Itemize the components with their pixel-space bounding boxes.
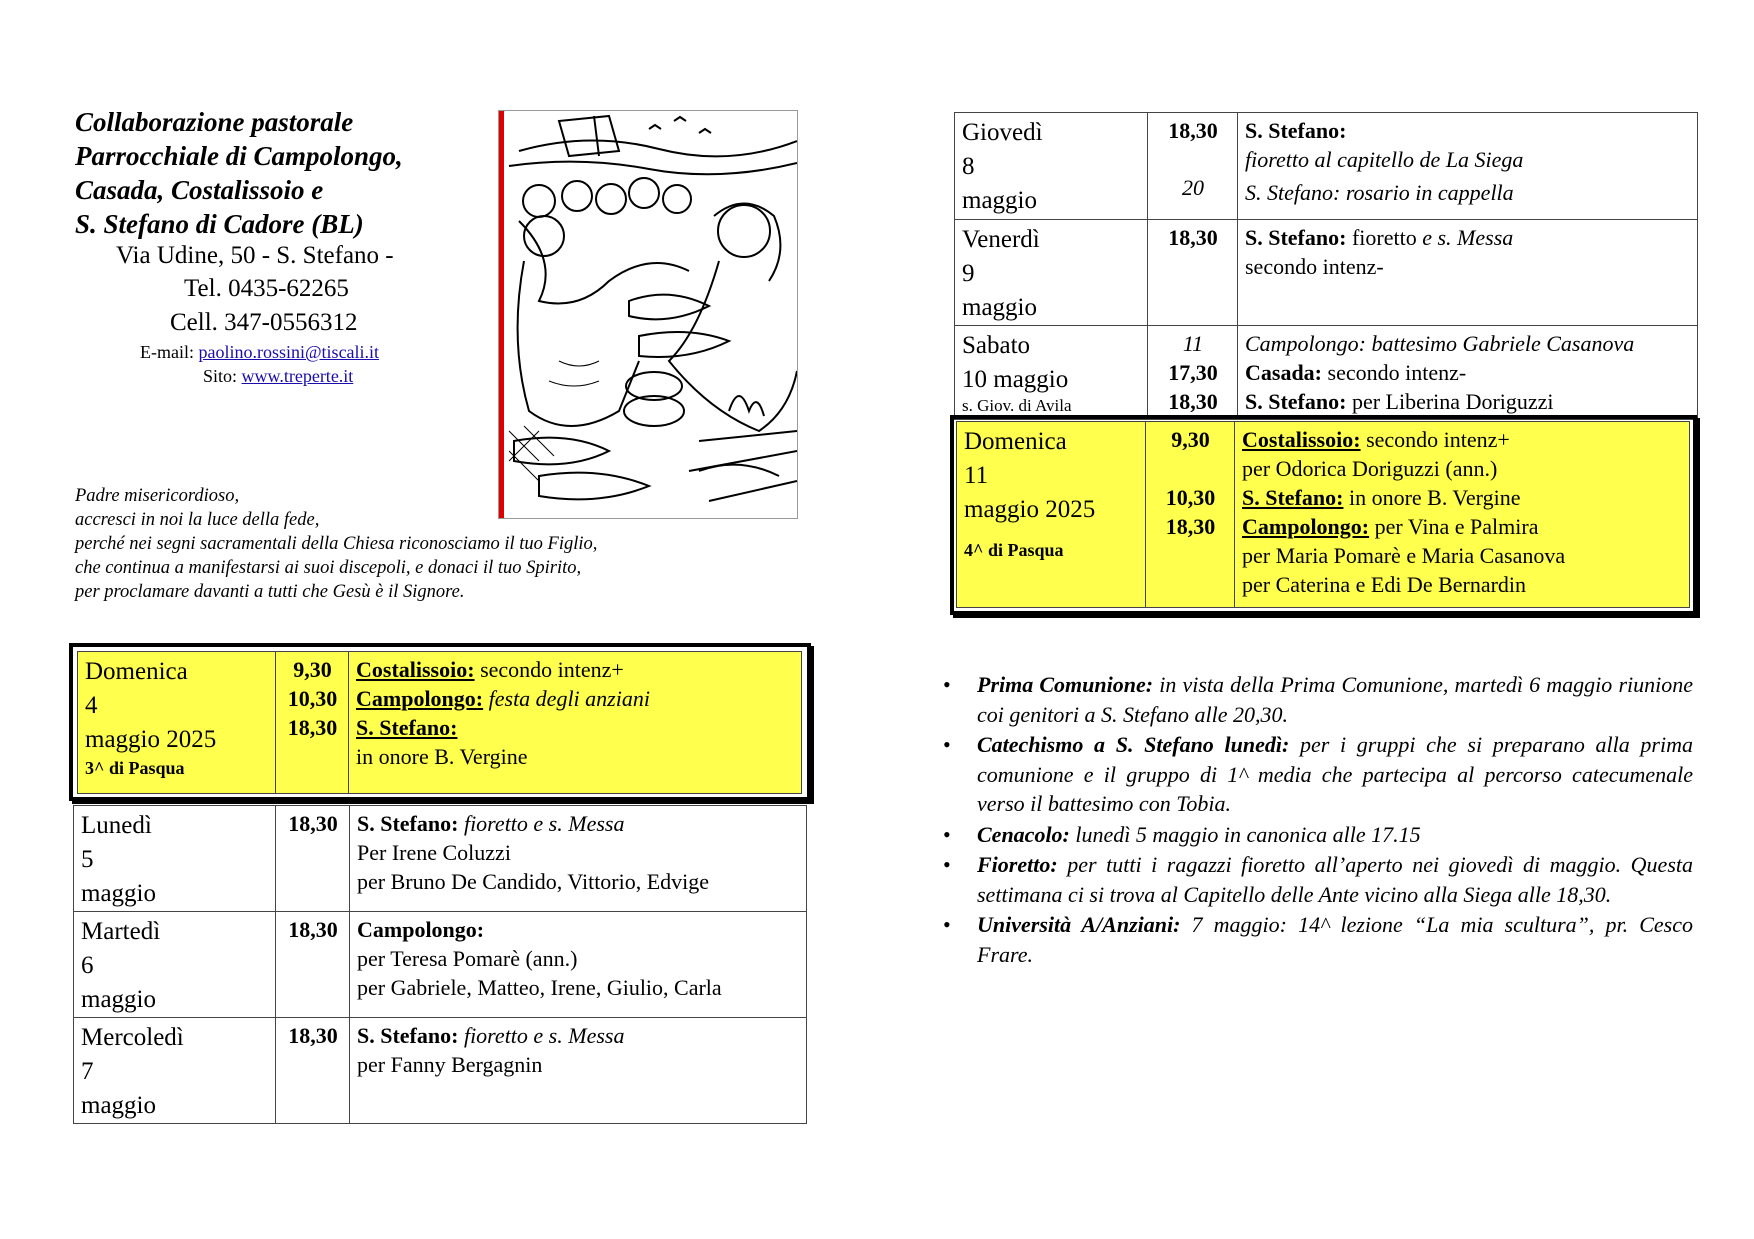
notice-text: per tutti i ragazzi fioretto all’aperto nei giovedì di maggio. Questa settimana ci si trova al Capitello delle Ante vicino alla Siega alle 18,30. xyxy=(977,852,1693,907)
intention: per Liberina Doriguzzi xyxy=(1346,389,1554,414)
place: S. Stefano: xyxy=(357,1023,459,1048)
times-cell xyxy=(1146,422,1235,608)
day-cell xyxy=(74,912,276,1018)
notice-text: 7 maggio: 14^ lezione “La mia scultura”, pr. Cesco Frare. xyxy=(977,912,1693,967)
detail-line xyxy=(356,684,795,713)
day-month: maggio 2025 xyxy=(964,496,1096,523)
list-item xyxy=(943,730,1693,819)
mass-time: 10,30 xyxy=(287,686,338,711)
detail-line: per Maria Pomarè e Maria Casanova xyxy=(1242,543,1566,568)
site-line xyxy=(203,364,353,388)
table-row xyxy=(74,1018,807,1124)
email-label: E-mail: xyxy=(140,342,194,362)
day-name: Martedì xyxy=(81,918,161,945)
place-note: fioretto e s. Messa xyxy=(458,1023,625,1048)
notices-list xyxy=(943,670,1693,970)
notice-label: Cenacolo: xyxy=(977,821,1070,847)
place: Costalissoio: xyxy=(356,657,475,682)
place-note: e s. Messa xyxy=(1416,225,1514,250)
email-link[interactable]: paolino.rossini@tiscali.it xyxy=(198,342,380,362)
mass-time: 18,30 xyxy=(288,811,338,836)
prayer-line: accresci in noi la luce della fede, xyxy=(75,510,320,530)
day-month: maggio xyxy=(81,880,156,907)
bullet-icon: • xyxy=(943,852,951,877)
notice-text: lunedì 5 maggio in canonica alle 17.15 xyxy=(1069,821,1421,847)
day-month: maggio xyxy=(81,1092,156,1119)
prayer xyxy=(75,484,597,604)
bullet-icon: • xyxy=(943,821,951,847)
notice-label: Catechismo a S. Stefano lunedì: xyxy=(977,732,1290,757)
notice-label: Università A/Anziani: xyxy=(977,912,1181,937)
sunday-4-table xyxy=(77,651,802,794)
day-name: Mercoledì xyxy=(81,1024,184,1051)
detail-line: Per Irene Coluzzi xyxy=(357,840,511,865)
details-cell xyxy=(1238,220,1698,326)
place: Campolongo: xyxy=(357,917,485,942)
day-number: 8 xyxy=(962,153,975,180)
mass-time: 18,30 xyxy=(1168,118,1218,143)
place: S. Stefano: xyxy=(1245,225,1347,250)
day-cell xyxy=(74,806,276,912)
list-item xyxy=(943,820,1693,850)
detail-line xyxy=(1245,358,1691,387)
intention: in onore B. Vergine xyxy=(356,744,528,769)
place: Campolongo: xyxy=(356,686,484,711)
header-title-line: S. Stefano di Cadore (BL) xyxy=(75,209,364,239)
table-row xyxy=(955,220,1698,326)
day-number: 9 xyxy=(962,260,975,287)
saint-of-day: s. Giov. di Avila xyxy=(962,396,1072,415)
detail-line: Campolongo: battesimo Gabriele Casanova xyxy=(1245,331,1635,356)
mass-time: 9,30 xyxy=(1171,427,1210,452)
notice-label: Prima Comunione: xyxy=(977,672,1154,697)
times-cell xyxy=(1148,326,1238,420)
detail-line: per Odorica Doriguzzi (ann.) xyxy=(1242,456,1498,481)
details-cell xyxy=(1238,113,1698,220)
day-name: Domenica xyxy=(85,658,188,685)
day-month: maggio xyxy=(962,187,1037,214)
list-item xyxy=(943,670,1693,729)
header-title-line: Parrocchiale di Campolongo, xyxy=(75,141,403,171)
detail-line xyxy=(356,713,795,742)
place: S. Stefano: xyxy=(1245,389,1347,414)
day-month: maggio 2025 xyxy=(85,726,217,753)
day-number: 4 xyxy=(85,692,98,719)
day-name: Lunedì xyxy=(81,812,152,839)
detail-line xyxy=(357,1021,800,1050)
table-row xyxy=(78,652,802,794)
day-cell xyxy=(955,113,1148,220)
table-row xyxy=(955,326,1698,420)
intention: per Vina e Palmira xyxy=(1369,514,1539,539)
detail-line xyxy=(357,809,800,838)
place: S. Stefano: xyxy=(356,715,458,740)
mass-time: 17,30 xyxy=(1168,360,1218,385)
detail-line xyxy=(1242,425,1683,454)
day-name: Sabato xyxy=(962,332,1031,359)
place-note: fioretto xyxy=(1346,225,1417,250)
day-number: 11 xyxy=(964,462,989,489)
place: S. Stefano: xyxy=(357,811,459,836)
place: Costalissoio: xyxy=(1242,427,1361,452)
mass-time: 11 xyxy=(1182,331,1204,356)
detail-line: per Fanny Bergagnin xyxy=(357,1052,543,1077)
mass-time: 18,30 xyxy=(288,1023,338,1048)
jesus-fishermen-drawing xyxy=(499,111,797,518)
details-cell xyxy=(350,1018,807,1124)
details-cell xyxy=(350,806,807,912)
intention: secondo intenz- xyxy=(1322,360,1467,385)
header-title-line: Casada, Costalissoio e xyxy=(75,175,324,205)
day-cell xyxy=(955,326,1148,420)
detail-line: secondo intenz- xyxy=(1245,254,1384,279)
intention: in onore B. Vergine xyxy=(1343,485,1521,510)
mass-time: 18,30 xyxy=(1168,389,1218,414)
day-name: Giovedì xyxy=(962,119,1043,146)
intention: secondo intenz+ xyxy=(474,657,624,682)
details-cell xyxy=(349,652,802,794)
bullet-icon: • xyxy=(943,912,951,937)
details-cell xyxy=(1235,422,1690,608)
address: Via Udine, 50 - S. Stefano - xyxy=(116,242,394,269)
rosary-time: 20 xyxy=(1182,175,1204,200)
detail-line xyxy=(1242,483,1683,512)
detail-line: fioretto al capitello de La Siega xyxy=(1245,147,1524,172)
day-cell xyxy=(955,220,1148,326)
bullet-icon: • xyxy=(943,732,951,757)
intention: secondo intenz+ xyxy=(1360,427,1510,452)
gospel-illustration xyxy=(498,110,798,519)
day-month: maggio xyxy=(81,986,156,1013)
details-cell xyxy=(1238,326,1698,420)
day-cell xyxy=(957,422,1146,608)
parish-header xyxy=(75,105,403,241)
intention: festa degli anziani xyxy=(483,686,650,711)
place-note: fioretto e s. Messa xyxy=(458,811,625,836)
mass-time: 18,30 xyxy=(1168,225,1218,250)
table-row xyxy=(74,912,807,1018)
weekdays-table xyxy=(73,805,807,1124)
weekend-table xyxy=(954,112,1698,420)
bullet-icon: • xyxy=(943,672,951,697)
detail-line: per Gabriele, Matteo, Irene, Giulio, Carla xyxy=(357,975,722,1000)
prayer-line: Padre misericordioso, xyxy=(75,486,240,506)
times-cell xyxy=(276,912,350,1018)
detail-line: per Teresa Pomarè (ann.) xyxy=(357,946,578,971)
detail-line: S. Stefano: rosario in cappella xyxy=(1245,180,1514,205)
liturgical-sunday: 4^ di Pasqua xyxy=(964,540,1064,560)
sunday-11-table xyxy=(956,421,1690,608)
mass-time: 9,30 xyxy=(293,657,332,682)
detail-line xyxy=(1245,223,1691,252)
notice-label: Fioretto: xyxy=(977,852,1058,877)
day-name: Venerdì xyxy=(962,226,1040,253)
day-month: maggio xyxy=(962,294,1037,321)
list-item xyxy=(943,910,1693,969)
place: Campolongo: xyxy=(1242,514,1370,539)
times-cell xyxy=(1148,220,1238,326)
header-title-line: Collaborazione pastorale xyxy=(75,107,354,137)
times-cell xyxy=(1148,113,1238,220)
day-cell xyxy=(74,1018,276,1124)
detail-line xyxy=(1245,387,1691,416)
table-row xyxy=(74,806,807,912)
list-item xyxy=(943,850,1693,909)
site-link[interactable]: www.treperte.it xyxy=(241,366,354,386)
detail-line: per Caterina e Edi De Bernardin xyxy=(1242,572,1527,597)
times-cell xyxy=(276,652,349,794)
place: S. Stefano: xyxy=(1242,485,1344,510)
mass-time: 18,30 xyxy=(1165,514,1216,539)
table-row xyxy=(955,113,1698,220)
mass-time: 18,30 xyxy=(288,917,338,942)
prayer-line: perché nei segni sacramentali della Chiesa riconosciamo il tuo Figlio, xyxy=(75,534,598,554)
site-label: Sito: xyxy=(203,366,238,386)
day-number: 7 xyxy=(81,1058,94,1085)
email-line xyxy=(140,340,379,364)
place: Casada: xyxy=(1245,360,1323,385)
times-cell xyxy=(276,806,350,912)
day-name: Domenica xyxy=(964,428,1067,455)
notice-text: in vista della Prima Comunione, martedì 6 maggio riunione coi genitori a S. Stefano alle 20,30. xyxy=(977,672,1693,727)
detail-line xyxy=(356,742,795,771)
place: S. Stefano: xyxy=(1245,118,1347,143)
day-date: 10 maggio xyxy=(962,366,1069,393)
prayer-line: per proclamare davanti a tutti che Gesù è il Signore. xyxy=(75,582,465,602)
mass-time: 10,30 xyxy=(1165,485,1216,510)
prayer-line: che continua a manifestarsi ai suoi discepoli, e donaci il tuo Spirito, xyxy=(75,558,582,578)
cellphone: Cell. 347-0556312 xyxy=(170,309,358,336)
times-cell xyxy=(276,1018,350,1124)
day-number: 5 xyxy=(81,846,94,873)
detail-line: per Bruno De Candido, Vittorio, Edvige xyxy=(357,869,710,894)
day-cell xyxy=(78,652,276,794)
table-row xyxy=(957,422,1690,608)
details-cell xyxy=(350,912,807,1018)
notice-text: per i gruppi che si preparano alla prima comunione e il gruppo di 1^ media che partecipa al percorso catecumenale verso il battesimo con Tobia. xyxy=(977,732,1693,816)
detail-line xyxy=(356,655,795,684)
mass-time: 18,30 xyxy=(287,715,338,740)
day-number: 6 xyxy=(81,952,94,979)
telephone: Tel. 0435-62265 xyxy=(184,275,349,302)
liturgical-sunday: 3^ di Pasqua xyxy=(85,758,185,778)
detail-line xyxy=(1242,512,1683,541)
